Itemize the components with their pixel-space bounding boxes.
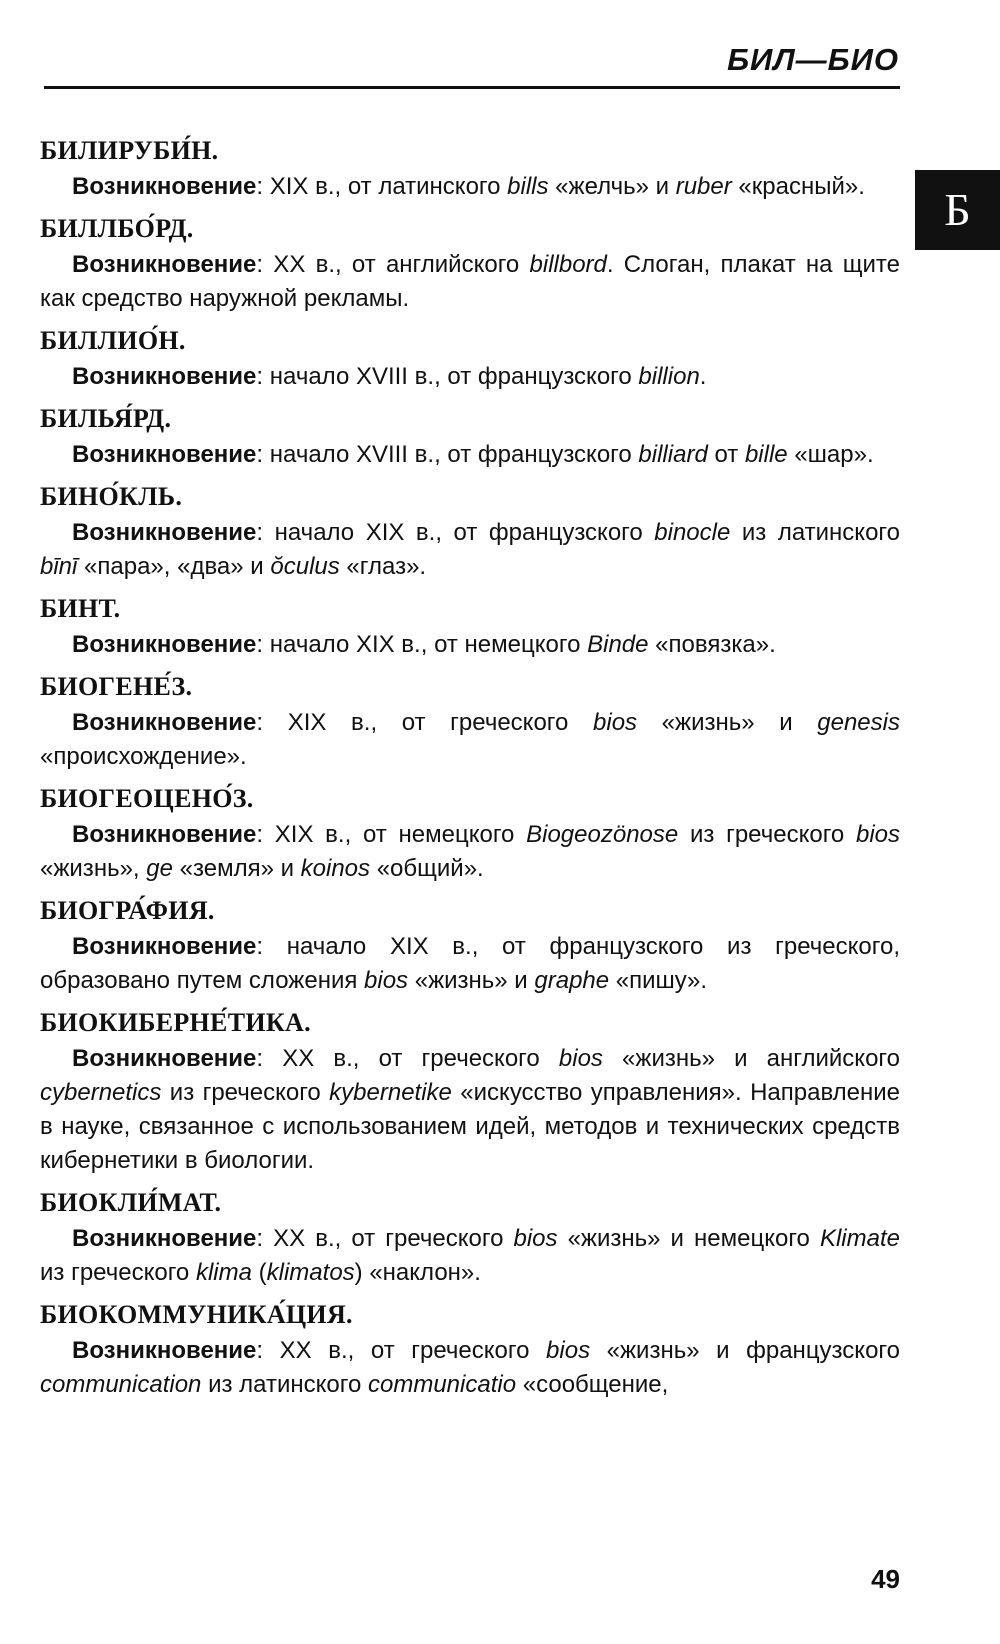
origin-label: Возникновение — [72, 709, 257, 736]
definition-text: : начало XIX в., от французского — [256, 519, 655, 546]
definition-text: «жизнь» и — [408, 967, 535, 994]
dictionary-entry — [40, 214, 900, 316]
etymon-word: communicatio — [368, 1371, 517, 1398]
dictionary-entry — [40, 326, 900, 394]
definition-text: «красный». — [731, 173, 865, 200]
definition-text: от — [707, 441, 745, 468]
origin-label: Возникновение — [72, 519, 257, 546]
entry-headword: БИНТ. — [40, 594, 121, 623]
origin-label: Возникновение — [72, 1337, 257, 1364]
definition-text: : XX в., от греческого — [256, 1225, 514, 1252]
origin-label: Возникновение — [72, 173, 257, 200]
etymon-word: Binde — [587, 631, 649, 658]
etymon-word: ge — [146, 855, 173, 882]
definition-text: из греческого — [678, 821, 856, 848]
dictionary-entry — [40, 1188, 900, 1290]
entry-definition — [40, 1222, 900, 1290]
definition-text: «жизнь», — [40, 855, 147, 882]
etymon-word: billbord — [529, 251, 607, 278]
entry-headword: БИЛИРУБИ́Н. — [40, 136, 219, 165]
entry-headword: БИЛЛБО́РД. — [40, 214, 194, 243]
etymon-word: billiard — [638, 441, 708, 468]
definition-text: «пара», «два» и — [77, 553, 271, 580]
dictionary-entry — [40, 594, 900, 662]
etymon-word: graphe — [534, 967, 610, 994]
running-head: БИЛ—БИО — [727, 42, 899, 77]
entry-headword: БИОКОММУНИКА́ЦИЯ. — [40, 1300, 353, 1329]
definition-text: «глаз». — [339, 553, 427, 580]
entry-definition — [40, 170, 900, 204]
origin-label: Возникновение — [72, 933, 257, 960]
etymon-word: bios — [546, 1337, 591, 1364]
etymon-word: bīnī — [40, 553, 78, 580]
entry-headword: БИЛЬЯ́РД. — [40, 404, 172, 433]
entry-definition — [40, 516, 900, 584]
definition-text: : начало XIX в., от немецкого — [256, 631, 588, 658]
definition-text: «шар». — [787, 441, 874, 468]
etymon-word: klimatos — [266, 1259, 355, 1286]
definition-text: «общий». — [370, 855, 484, 882]
origin-label: Возникновение — [72, 251, 257, 278]
dictionary-entry — [40, 784, 900, 886]
definition-text: «жизнь» и английского — [602, 1045, 900, 1072]
thumb-index-tab: Б — [915, 170, 1000, 250]
definition-text: «искусство управления». Направление в науке, связанное с использованием идей, методов и технических средств кибернетики в биологии. — [40, 1079, 900, 1174]
entry-headword: БИНО́КЛЬ. — [40, 482, 183, 511]
definition-text: : XIX в., от латинского — [256, 173, 508, 200]
header-rule — [44, 86, 900, 89]
origin-label: Возникновение — [72, 1225, 257, 1252]
definition-text: : XIX в., от немецкого — [256, 821, 527, 848]
etymon-word: billion — [638, 363, 700, 390]
etymon-word: bille — [744, 441, 788, 468]
entry-definition — [40, 438, 900, 472]
etymon-word: binocle — [654, 519, 731, 546]
etymon-word: cybernetics — [40, 1079, 162, 1106]
etymon-word: kybernetike — [329, 1079, 452, 1106]
definition-text: «происхождение». — [40, 743, 247, 770]
entry-definition — [40, 1334, 900, 1402]
entry-definition — [40, 706, 900, 774]
dictionary-entry — [40, 404, 900, 472]
page-number: 49 — [871, 1564, 900, 1594]
etymon-word: bios — [513, 1225, 558, 1252]
entry-definition — [40, 628, 900, 662]
definition-text: . — [699, 363, 707, 390]
definition-text: «желчь» и — [548, 173, 676, 200]
dictionary-entry — [40, 896, 900, 998]
dictionary-entry — [40, 136, 900, 204]
etymon-word: Klimate — [819, 1225, 900, 1252]
entry-definition — [40, 248, 900, 316]
origin-label: Возникновение — [72, 821, 257, 848]
definition-text: из латинского — [730, 519, 900, 546]
entry-headword: БИОКЛИ́МАТ. — [40, 1188, 222, 1217]
entry-headword: БИОКИБЕРНЕ́ТИКА. — [40, 1008, 311, 1037]
entry-headword: БИЛЛИО́Н. — [40, 326, 186, 355]
etymon-word: bills — [507, 173, 549, 200]
definition-text: «жизнь» и немецкого — [557, 1225, 820, 1252]
definition-text: : начало XVIII в., от французского — [256, 363, 639, 390]
definition-text: из греческого — [40, 1259, 196, 1286]
etymon-word: Biogeozönose — [526, 821, 679, 848]
etymon-word: ruber — [675, 173, 732, 200]
definition-text: «жизнь» и французского — [590, 1337, 900, 1364]
definition-text: из латинского — [201, 1371, 368, 1398]
dictionary-entry — [40, 482, 900, 584]
definition-text: ( — [251, 1259, 267, 1286]
entry-definition — [40, 360, 900, 394]
dictionary-entry — [40, 672, 900, 774]
definition-text: «земля» и — [172, 855, 301, 882]
definition-text: «пишу». — [609, 967, 708, 994]
definition-text: : XX в., от греческого — [256, 1045, 559, 1072]
entry-headword: БИОГЕНЕ́З. — [40, 672, 193, 701]
origin-label: Возникновение — [72, 363, 257, 390]
entry-definition — [40, 1042, 900, 1178]
definition-text: . Слоган, плакат на щите как средство наружной рекламы. — [40, 251, 900, 312]
dictionary-entries — [40, 136, 900, 1412]
etymon-word: bios — [855, 821, 901, 848]
definition-text: «жизнь» и — [637, 709, 818, 736]
etymon-word: klima — [195, 1259, 252, 1286]
etymon-word: bios — [364, 967, 409, 994]
definition-text: : начало XIX в., от французского из греческого, образовано путем сложения — [40, 933, 900, 994]
origin-label: Возникновение — [72, 441, 257, 468]
etymon-word: koinos — [300, 855, 371, 882]
entry-headword: БИОГЕОЦЕНО́З. — [40, 784, 254, 813]
origin-label: Возникновение — [72, 1045, 257, 1072]
etymon-word: ŏculus — [270, 553, 340, 580]
definition-text: : XIX в., от греческого — [256, 709, 594, 736]
dictionary-entry — [40, 1008, 900, 1178]
etymon-word: bios — [593, 709, 638, 736]
definition-text: : XX в., от английского — [256, 251, 530, 278]
origin-label: Возникновение — [72, 631, 257, 658]
etymon-word: bios — [558, 1045, 603, 1072]
definition-text: из греческого — [161, 1079, 330, 1106]
dictionary-entry — [40, 1300, 900, 1402]
entry-definition — [40, 930, 900, 998]
definition-text: : начало XVIII в., от французского — [256, 441, 639, 468]
etymon-word: communication — [40, 1371, 202, 1398]
entry-definition — [40, 818, 900, 886]
etymon-word: genesis — [817, 709, 900, 736]
definition-text: «повязка». — [648, 631, 776, 658]
definition-text: : XX в., от греческого — [256, 1337, 547, 1364]
entry-headword: БИОГРА́ФИЯ. — [40, 896, 215, 925]
definition-text: «сообщение, — [516, 1371, 669, 1398]
definition-text: ) «наклон». — [354, 1259, 481, 1286]
